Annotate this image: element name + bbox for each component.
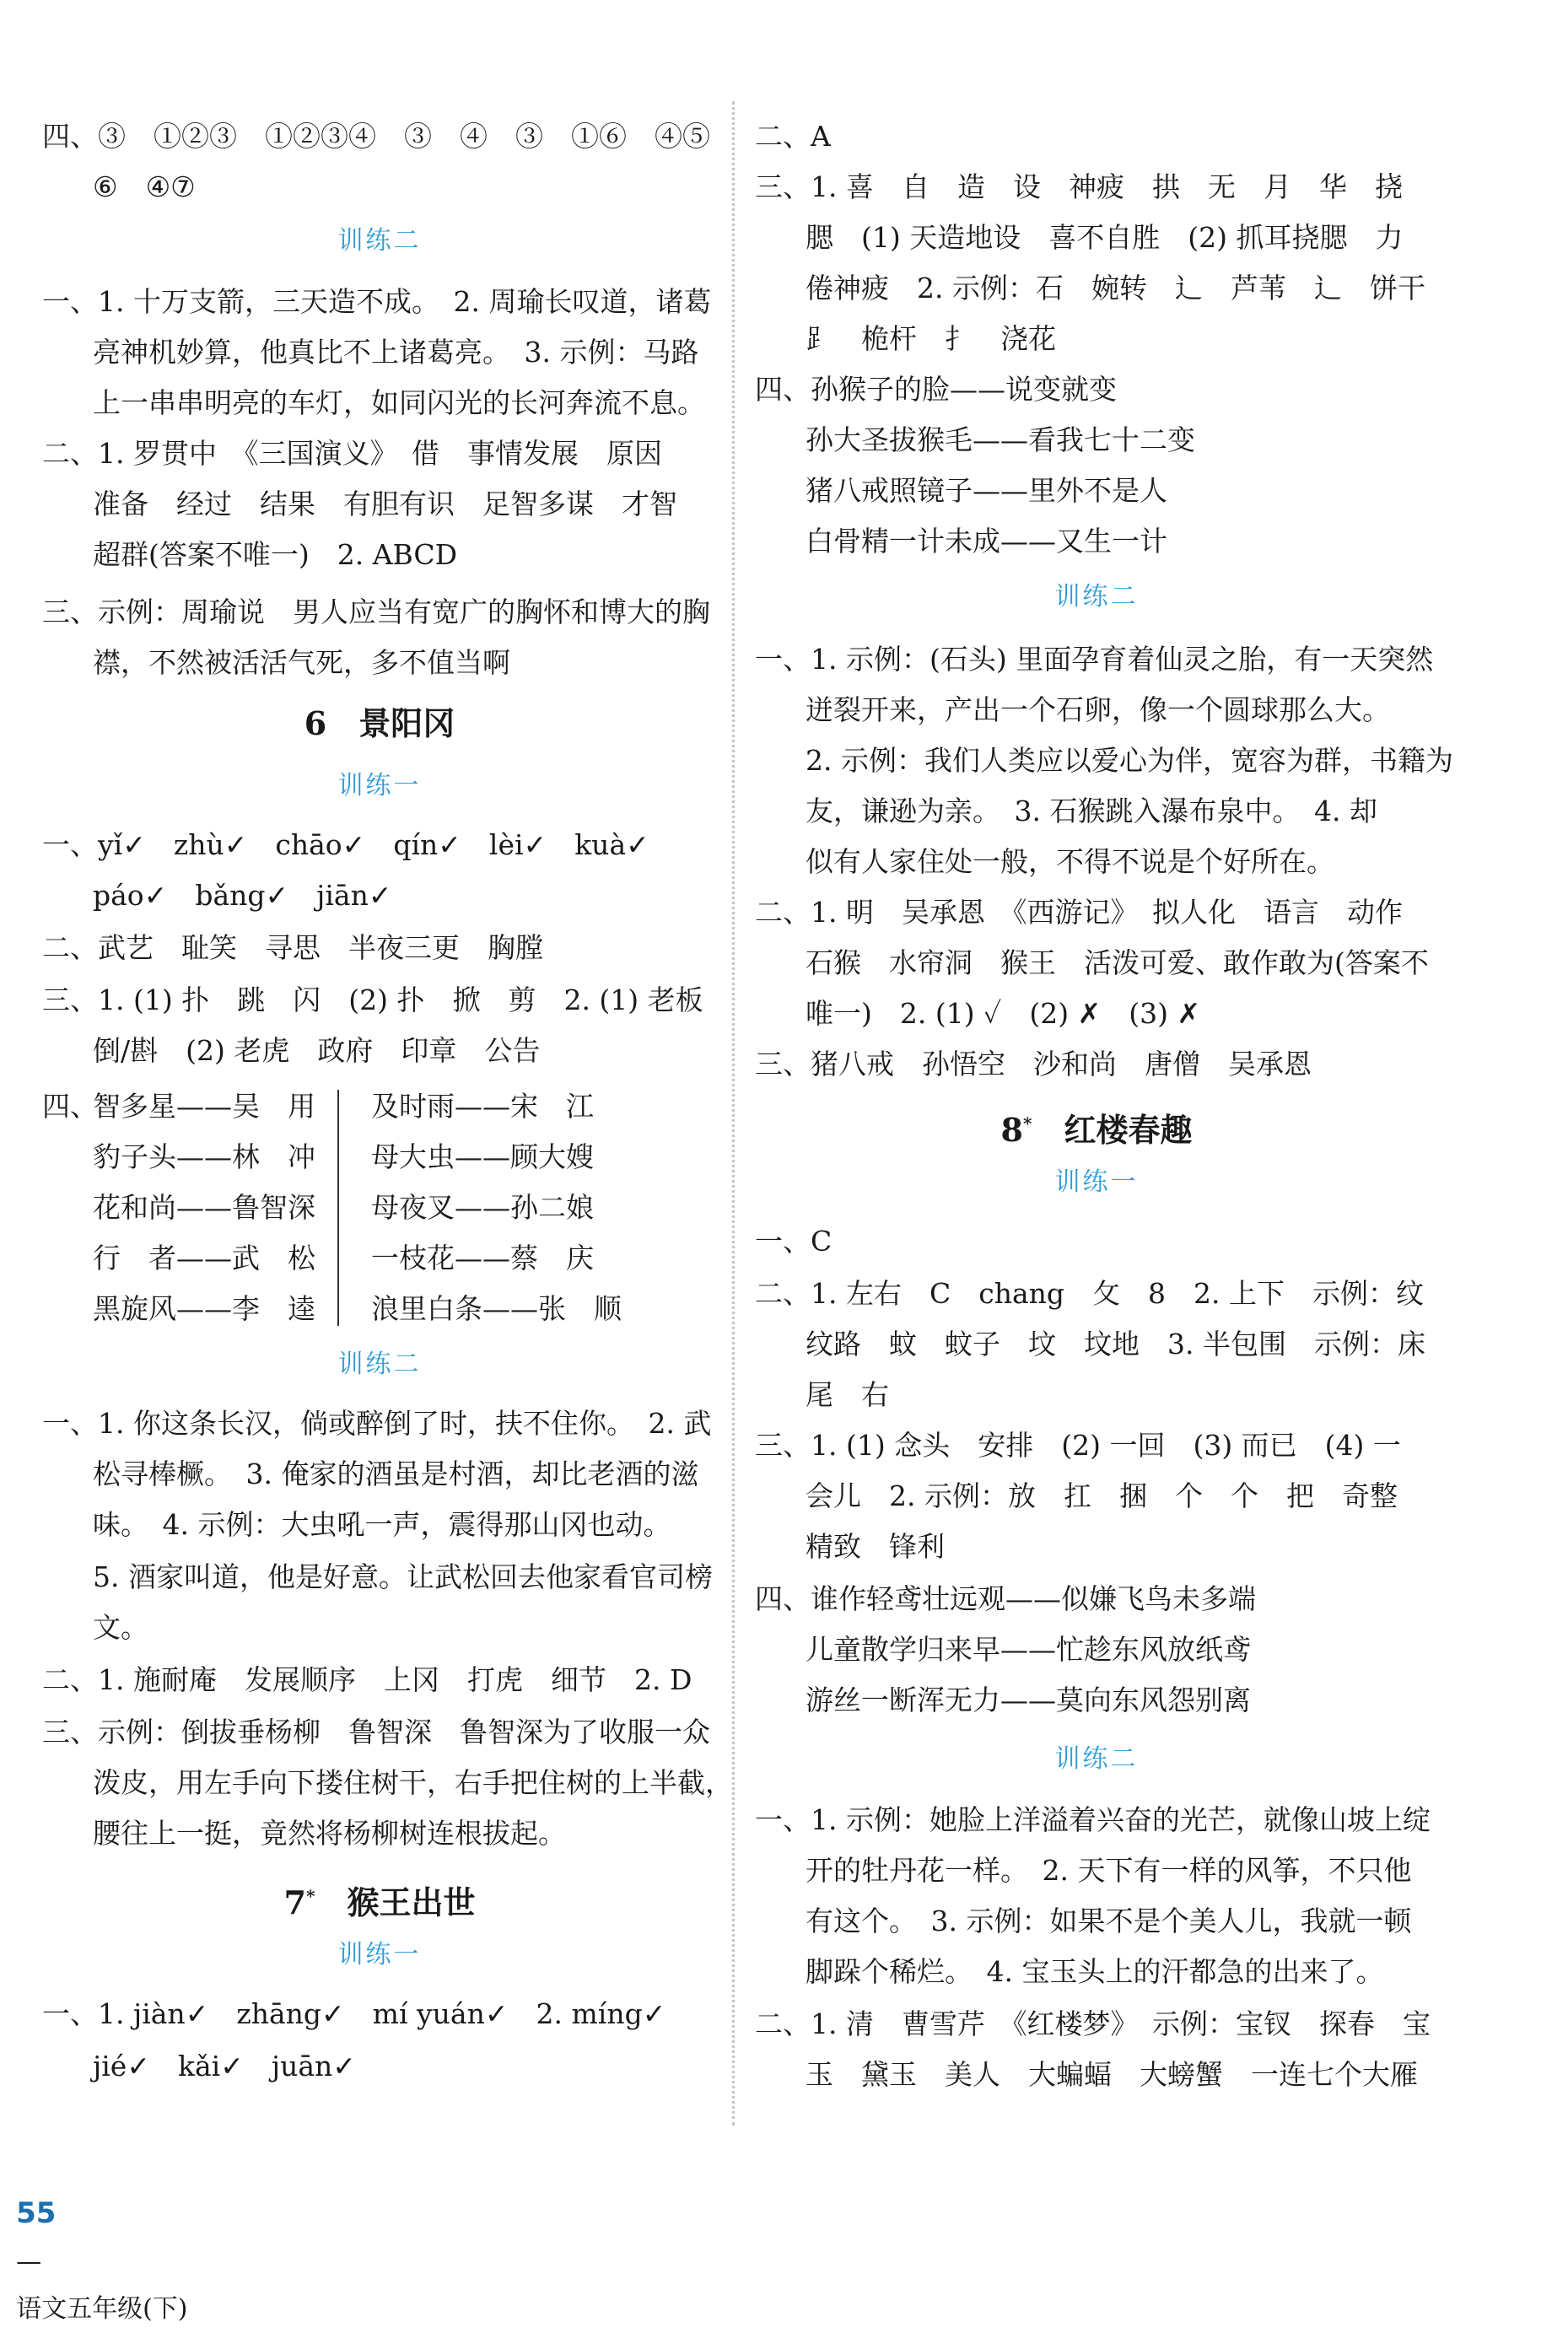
section-subtitle: 训练一	[1054, 1167, 1139, 1197]
answer-line: 三、1. 喜 自 造 设 神疲 拱 无 月 华 挠	[755, 170, 1403, 203]
section-subtitle: 训练二	[1054, 1744, 1139, 1774]
answer-line: 友，谦逊为亲。 3. 石猴跳入瀑布泉中。 4. 却	[806, 795, 1377, 827]
section-subtitle: 训练二	[337, 226, 422, 256]
answer-line: 超群(答案不唯一) 2. ABCD	[93, 538, 458, 571]
pair-left: 行 者——武 松	[93, 1242, 315, 1274]
answer-line: 一、C	[755, 1225, 832, 1258]
answer-line: 一、1. 你这条长汉，倘或醉倒了时，扶不住你。 2. 武	[42, 1407, 712, 1440]
section-subtitle: 训练一	[337, 1940, 422, 1969]
answer-line: 有这个。 3. 示例：如果不是个美人儿，我就一顿	[806, 1905, 1412, 1937]
answer-line: 石猴 水帘洞 猴王 活泼可爱、敢作敢为(答案不	[806, 946, 1429, 979]
answer-line: 襟，不然被活活气死，多不值当啊	[93, 646, 510, 679]
answer-line: 三、示例：周瑜说 男人应当有宽广的胸怀和博大的胸	[42, 595, 710, 628]
answer-line: 松寻棒橛。 3. 俺家的酒虽是村酒，却比老酒的滋	[93, 1457, 699, 1490]
answer-line: ⻊ 桅杆 扌 浇花	[806, 322, 1056, 355]
answer-line: 二、武艺 耻笑 寻思 半夜三更 胸膛	[42, 931, 543, 964]
answer-line: 5. 酒家叫道，他是好意。让武松回去他家看官司榜	[93, 1560, 713, 1593]
answer-line: 二、1. 罗贯中 《三国演义》 借 事情发展 原因	[42, 437, 662, 470]
answer-line: páo✓ bǎng✓ jiān✓	[93, 879, 392, 912]
footer-dash: —	[16, 2247, 42, 2276]
answer-line: 二、1. 施耐庵 发展顺序 上冈 打虎 细节 2. D	[42, 1663, 692, 1696]
section-subtitle: 训练二	[337, 1350, 422, 1379]
page-number: 55	[16, 2196, 57, 2230]
section-subtitle: 训练一	[337, 771, 422, 800]
answer-line: 二、A	[755, 120, 831, 153]
answer-line: 精致 锋利	[806, 1530, 945, 1563]
answer-line: 上一串串明亮的车灯，如同闪光的长河奔流不息。	[93, 386, 705, 419]
answer-line: 三、1. (1) 扑 跳 闪 (2) 扑 掀 剪 2. (1) 老板	[42, 983, 703, 1016]
answer-line: 一、1. 十万支箭，三天造不成。 2. 周瑜长叹道，诸葛	[42, 285, 712, 318]
answer-line: 四、孙猴子的脸——说变就变	[755, 373, 1117, 406]
pair-right: 及时雨——宋 江	[371, 1090, 594, 1123]
answer-line: 二、1. 清 曹雪芹 《红楼梦》 示例：宝钗 探春 宝	[755, 2007, 1431, 2040]
pair-right: 母大虫——顾大嫂	[371, 1140, 594, 1173]
chapter-title: 6 景阳冈	[304, 704, 455, 742]
answer-line: 一、1. 示例：她脸上洋溢着兴奋的光芒，就像山坡上绽	[755, 1803, 1431, 1836]
pair-right: 浪里白条——张 顺	[371, 1292, 622, 1325]
answer-line: 2. 示例：我们人类应以爱心为伴，宽容为群，书籍为	[806, 744, 1453, 777]
pairs-divider	[337, 1090, 339, 1326]
answer-line: 脚跺个稀烂。 4. 宝玉头上的汗都急的出来了。	[806, 1955, 1384, 1988]
answer-line: 三、猪八戒 孙悟空 沙和尚 唐僧 吴承恩	[755, 1048, 1312, 1080]
answer-line: ⑥ ④⑦	[93, 170, 196, 203]
chapter-title: 8* 红楼春趣	[1000, 1111, 1193, 1149]
pair-right: 一枝花——蔡 庆	[371, 1242, 594, 1274]
answer-line: 开的牡丹花一样。 2. 天下有一样的风筝，不只他	[806, 1854, 1412, 1887]
answer-line: 倦神疲 2. 示例：石 婉转 辶 芦苇 辶 饼干	[806, 272, 1425, 304]
answer-line: 腮 (1) 天造地设 喜不自胜 (2) 抓耳挠腮 力	[806, 221, 1404, 254]
answer-line: 似有人家住处一般，不得不说是个好所在。	[806, 845, 1334, 878]
pair-left: 花和尚——鲁智深	[93, 1191, 315, 1224]
answer-line: 游丝一断浑无力——莫向东风怨别离	[806, 1684, 1251, 1716]
answer-line: 二、1. 明 吴承恩 《西游记》 拟人化 语言 动作	[755, 896, 1403, 929]
answer-line: 迸裂开来，产出一个石卵，像一个圆球那么大。	[806, 693, 1390, 726]
answer-line: 二、1. 左右 C chang 攵 8 2. 上下 示例：纹	[755, 1277, 1424, 1310]
answer-line: 准备 经过 结果 有胆有识 足智多谋 才智	[93, 488, 677, 520]
answer-line: 亮神机妙算，他真比不上诸葛亮。 3. 示例：马路	[93, 336, 699, 369]
answer-line: 猪八戒照镜子——里外不是人	[806, 474, 1167, 507]
answer-line: jié✓ kǎi✓ juān✓	[93, 2050, 356, 2082]
answer-line: 白骨精一计未成——又生一计	[806, 525, 1167, 558]
answer-line: 儿童散学归来早——忙趁东风放纸鸢	[806, 1633, 1251, 1666]
pair-left: 黑旋风——李 逵	[93, 1292, 315, 1325]
chapter-title: 7* 猴王出世	[283, 1883, 476, 1921]
answer-line: 尾 右	[806, 1378, 889, 1411]
pair-left: 豹子头——林 冲	[93, 1140, 315, 1173]
page-footer	[0, 2142, 188, 2324]
answer-line: 文。	[93, 1611, 148, 1644]
section-subtitle: 训练二	[1054, 582, 1139, 612]
answer-line: 三、示例：倒拔垂杨柳 鲁智深 鲁智深为了收服一众	[42, 1716, 710, 1748]
pair-left: 智多星——吴 用	[93, 1090, 315, 1123]
answer-line: 倒/斟 (2) 老虎 政府 印章 公告	[93, 1034, 541, 1067]
answer-line: 味。 4. 示例：大虫吼一声，震得那山冈也动。	[93, 1508, 671, 1541]
pair-right: 母夜叉——孙二娘	[371, 1191, 594, 1224]
answer-line: 会儿 2. 示例：放 扛 捆 个 个 把 奇整	[806, 1479, 1398, 1512]
answer-line: 四、③ ①②③ ①②③④ ③ ④ ③ ①⑥ ④⑤	[42, 120, 710, 153]
answer-line: 玉 黛玉 美人 大蝙蝠 大螃蟹 一连七个大雁	[806, 2058, 1418, 2091]
answer-line: 四、谁作轻鸢壮远观——似嫌飞鸟未多端	[755, 1582, 1256, 1615]
answer-line: 腰往上一挺，竟然将杨柳树连根拔起。	[93, 1817, 566, 1850]
column-divider	[732, 101, 735, 2126]
book-title: 语文五年级(下)	[16, 2294, 188, 2324]
answer-line: 唯一) 2. (1) ✓ (2) ✗ (3) ✗	[806, 997, 1201, 1030]
answer-line: 纹路 蚊 蚊子 坟 坟地 3. 半包围 示例：床	[806, 1328, 1425, 1360]
answer-line: 一、yǐ✓ zhù✓ chāo✓ qín✓ lèi✓ kuà✓	[42, 828, 649, 861]
answer-line: 孙大圣拔猴毛——看我七十二变	[806, 423, 1195, 456]
answer-line: 一、1. jiàn✓ zhāng✓ mí yuán✓ 2. míng✓	[42, 1997, 666, 2030]
answer-line: 三、1. (1) 念头 安排 (2) 一回 (3) 而已 (4) 一	[755, 1429, 1401, 1462]
answer-line: 一、1. 示例：(石头) 里面孕育着仙灵之胎，有一天突然	[755, 643, 1434, 676]
question-label: 四、	[42, 1090, 98, 1123]
answer-line: 泼皮，用左手向下搂住树干，右手把住树的上半截，	[93, 1766, 733, 1799]
